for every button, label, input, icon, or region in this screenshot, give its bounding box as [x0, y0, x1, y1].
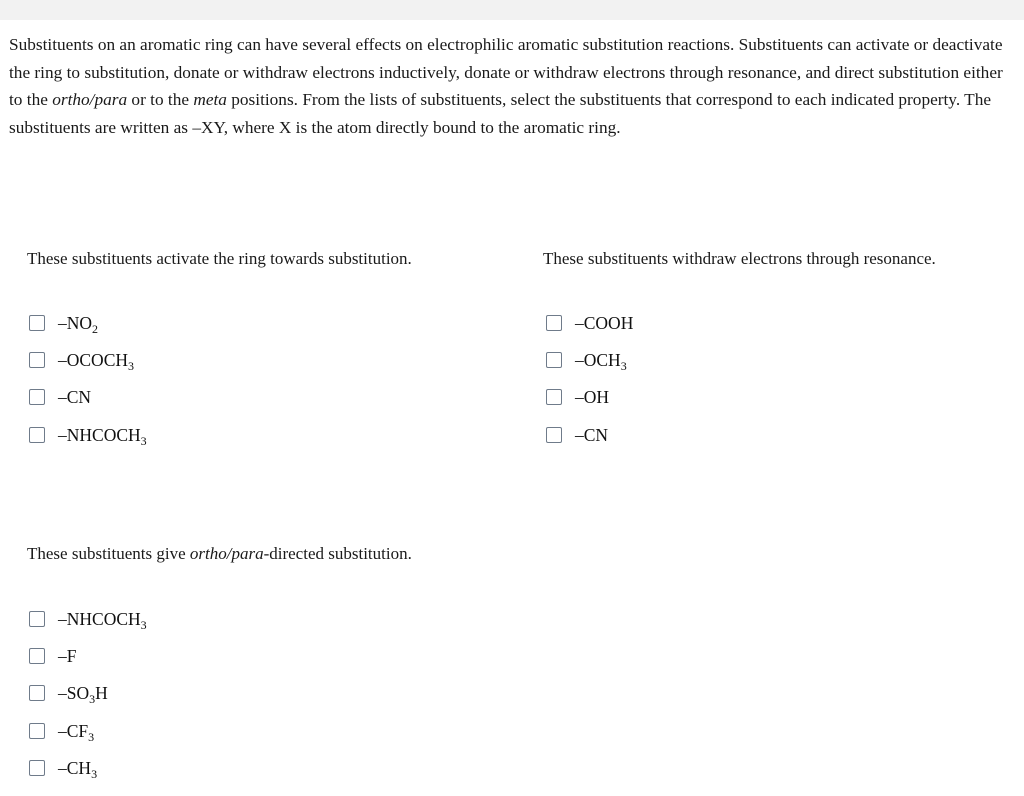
option-label: –COOH [575, 313, 634, 333]
checkbox[interactable] [546, 427, 562, 443]
option-oh[interactable] [546, 386, 609, 408]
option-cn[interactable] [546, 424, 608, 446]
option-label: $-NHCOCH_3$ [58, 425, 147, 448]
checkbox[interactable] [29, 611, 45, 627]
question-orthopara-title: These substituents give ortho/para-directed substitution. [27, 544, 412, 563]
option-ococh3[interactable] [29, 349, 134, 371]
checkbox[interactable] [546, 315, 562, 331]
checkbox[interactable] [29, 315, 45, 331]
checkbox[interactable] [29, 648, 45, 664]
option-label: –OH [575, 387, 610, 407]
question-activate-title: These substituents activate the ring towards substitution. [27, 249, 412, 268]
checkbox[interactable] [29, 723, 45, 739]
checkbox[interactable] [29, 389, 45, 405]
option-label: $-SO_3H$ [58, 683, 108, 706]
option-label: –CN [58, 387, 92, 407]
option-f[interactable] [29, 645, 76, 667]
option-cooh[interactable] [546, 312, 633, 334]
intro-meta: meta [193, 90, 227, 110]
option-cf3[interactable] [29, 720, 94, 742]
intro-orthopara: ortho/para [52, 90, 128, 110]
checkbox[interactable] [29, 760, 45, 776]
checkbox[interactable] [546, 352, 562, 368]
option-nhcoch3[interactable] [29, 608, 147, 630]
option-label: $-OCOCH_3$ [58, 350, 135, 373]
option-nhcoch3[interactable] [29, 424, 147, 446]
option-label: –CN [575, 425, 609, 445]
question-resonance-title: These substituents withdraw electrons through resonance. [543, 249, 936, 268]
intro-text-3: positions. From the lists of substituents, select the substituents that correspond to each indicated property. The substituents are written as –XY, where X is the atom directly bound to the aromatic ring. [9, 90, 992, 137]
top-bar [0, 0, 1024, 20]
option-cn[interactable] [29, 386, 91, 408]
checkbox[interactable] [546, 389, 562, 405]
option-label: $-NO_2$ [58, 313, 99, 336]
intro-text-2: or to the [127, 90, 194, 110]
instructions-paragraph [9, 31, 1009, 141]
checkbox[interactable] [29, 352, 45, 368]
option-label: $-CH_3$ [58, 758, 98, 781]
option-label: $-NHCOCH_3$ [58, 609, 147, 632]
option-ch3[interactable] [29, 757, 97, 779]
intro-text-1: Substituents on an aromatic ring can have several effects on electrophilic aromatic substitution reactions. Substituents can activate or deactivate the ring to substitution, donate or withdraw electrons inductively, donate or withdraw electrons through resonance, and direct substitution either to the [9, 35, 1003, 110]
option-och3[interactable] [546, 349, 627, 371]
checkbox[interactable] [29, 427, 45, 443]
option-label: $-CF_3$ [58, 721, 95, 744]
checkbox[interactable] [29, 685, 45, 701]
option-no2[interactable] [29, 312, 98, 334]
option-label: –F [58, 646, 77, 666]
option-so3h[interactable] [29, 682, 108, 704]
option-label: $-OCH_3$ [575, 350, 627, 373]
